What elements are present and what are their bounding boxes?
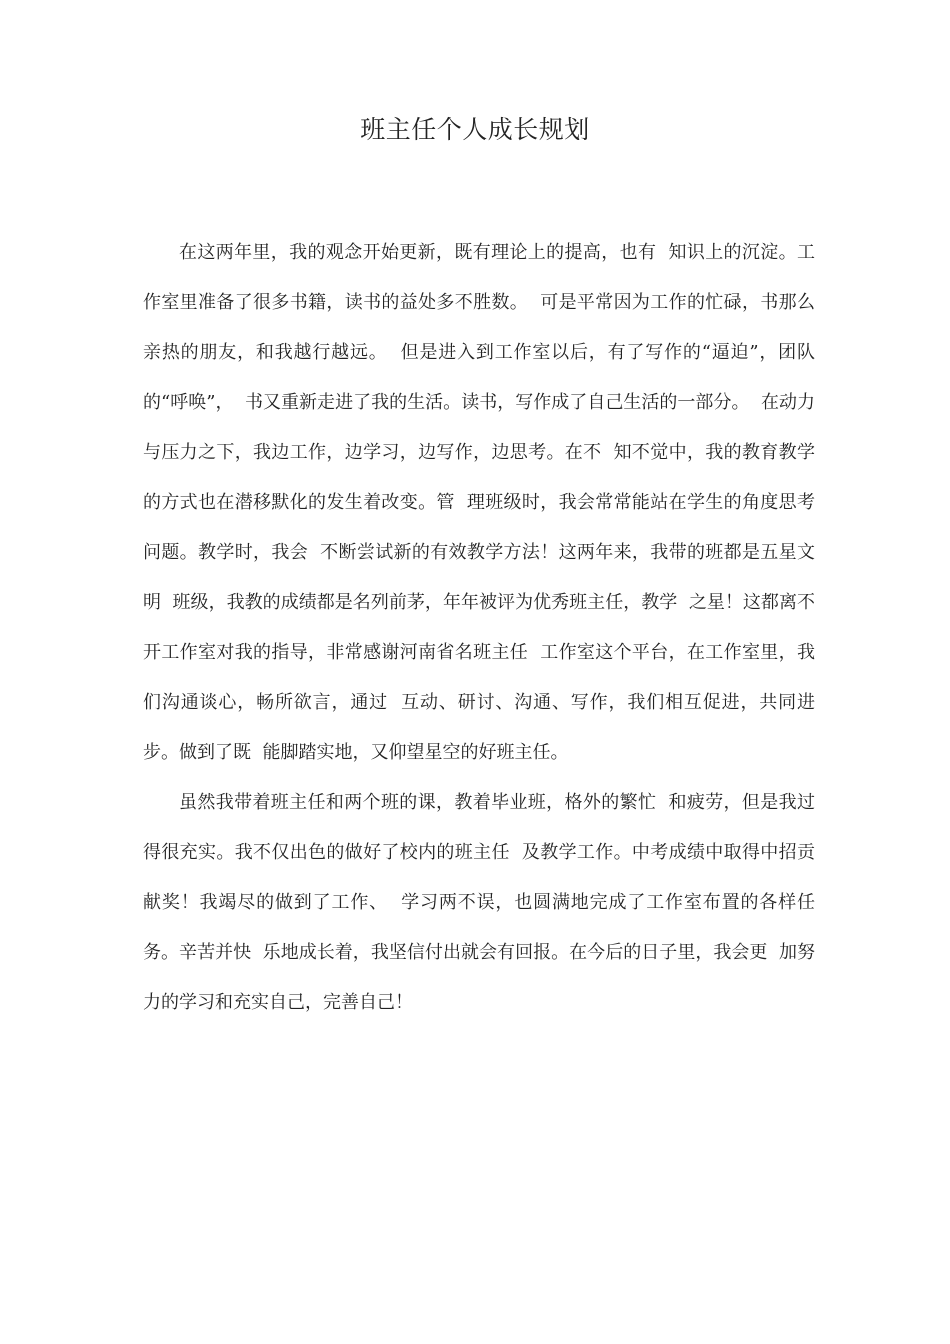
page-title: 班主任个人成长规划 <box>360 115 590 144</box>
paragraph-2: 虽然我带着班主任和两个班的课，教着毕业班，格外的繁忙 和疲劳，但是我过得很充实。我不仅出色的做好了校内的班主任 及教学工作。中考成绩中取得中招贡献奖！我竭尽的做到了工作、 学习两不误，也圆满地完成了工作室布置的各样任务。辛苦并快 乐地成长着，我坚信付出就会有回报。在今后的日子里，我会更 加努力的学习和充实自己，完善自己！ <box>143 792 815 1013</box>
document-body <box>143 228 815 1028</box>
paragraph-1: 在这两年里，我的观念开始更新，既有理论上的提高，也有 知识上的沉淀。工作室里准备了很多书籍，读书的益处多不胜数。 可是平常因为工作的忙碌，书那么亲热的朋友，和我越行越远。 但是进入到工作室以后，有了写作的“逼迫”，团队的“呼唤”， 书又重新走进了我的生活。读书，写作成了自己生活的一部分。 在动力与压力之下，我边工作，边学习，边写作，边思考。在不 知不觉中，我的教育教学的方式也在潜移默化的发生着改变。管 理班级时，我会常常能站在学生的角度思考问题。教学时，我会 不断尝试新的有效教学方法！这两年来，我带的班都是五星文明 班级，我教的成绩都是名列前茅，年年被评为优秀班主任，教学 之星！这都离不开工作室对我的指导，非常感谢河南省名班主任 工作室这个平台，在工作室里，我们沟通谈心，畅所欲言，通过 互动、研讨、沟通、写作，我们相互促进，共同进步。做到了既 能脚踏实地，又仰望星空的好班主任。 <box>143 242 815 763</box>
